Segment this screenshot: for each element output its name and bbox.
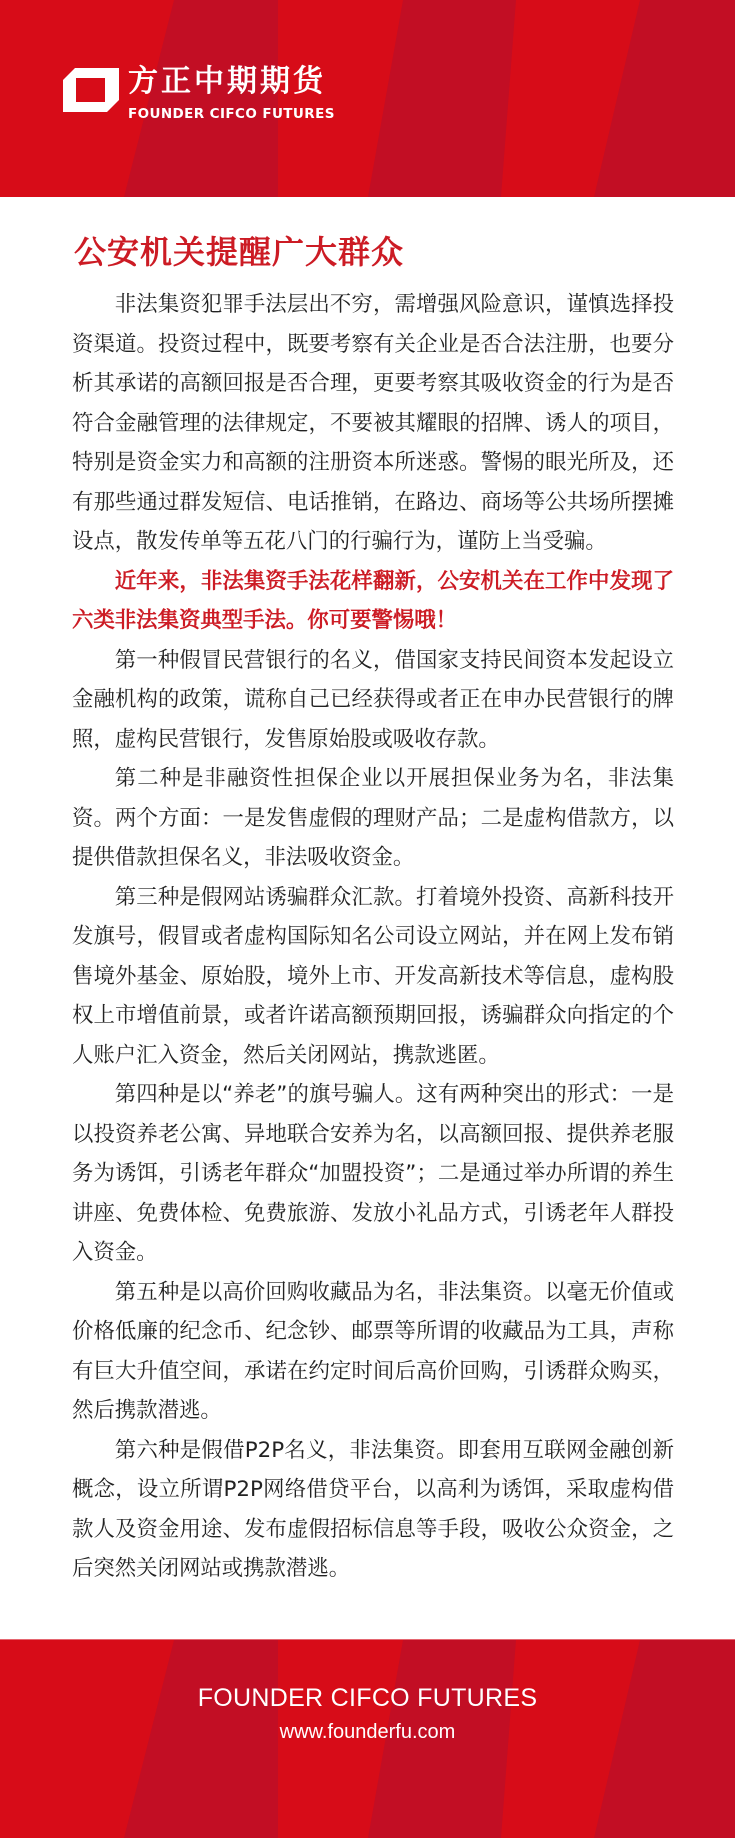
founder-cube-logo-icon [63, 68, 119, 112]
paragraph-highlight-warning: 近年来，非法集资手法花样翻新，公安机关在工作中发现了六类非法集资典型手法。你可要警惕哦！ [72, 568, 674, 633]
footer-banner [0, 1639, 735, 1838]
paragraph-method-3: 第三种是假网站诱骗群众汇款。打着境外投资、高新科技开发旗号，假冒或者虚构国际知名公司设立网站，并在网上发布销售境外基金、原始股，境外上市、开发高新技术等信息，虚构股权上市增值前景，或者许诺高额预期回报，诱骗群众向指定的个人账户汇入资金，然后关闭网站，携款逃匿。 [72, 884, 674, 1068]
company-logo [63, 66, 363, 122]
logo-chinese-name: 方正中期期货 [128, 64, 326, 99]
paragraph-method-6: 第六种是假借P2P名义，非法集资。即套用互联网金融创新概念，设立所谓P2P网络借贷平台，以高利为诱饵，采取虚构借款人及资金用途、发布虚假招标信息等手段，吸收公众资金，之后突然关闭网站或携款潜逃。 [72, 1437, 674, 1581]
paragraph-intro: 非法集资犯罪手法层出不穷，需增强风险意识，谨慎选择投资渠道。投资过程中，既要考察有关企业是否合法注册，也要分析其承诺的高额回报是否合理，更要考察其吸收资金的行为是否符合金融管理的法律规定，不要被其耀眼的招牌、诱人的项目，特别是资金实力和高额的注册资本所迷惑。警惕的眼光所及，还有那些通过群发短信、电话推销，在路边、商场等公共场所摆摊设点，散发传单等五花八门的行骗行为，谨防上当受骗。 [72, 292, 674, 554]
footer-website-link[interactable]: www.founderfu.com [279, 1721, 456, 1743]
page-title: 公安机关提醒广大群众 [74, 233, 405, 271]
logo-english-name: FOUNDER CIFCO FUTURES [128, 106, 335, 122]
paragraph-method-2: 第二种是非融资性担保企业以开展担保业务为名，非法集资。两个方面：一是发售虚假的理财产品；二是虚构借款方，以提供借款担保名义，非法吸收资金。 [72, 766, 674, 870]
paragraph-method-1: 第一种假冒民营银行的名义，借国家支持民间资本发起设立金融机构的政策，谎称自己已经获得或者正在申办民营银行的牌照，虚构民营银行，发售原始股或吸收存款。 [72, 647, 674, 752]
paragraph-method-4: 第四种是以“养老”的旗号骗人。这有两种突出的形式：一是以投资养老公寓、异地联合安养为名，以高额回报、提供养老服务为诱饵，引诱老年群众“加盟投资”；二是通过举办所谓的养生讲座、免费体检、免费旅游、发放小礼品方式，引诱老年人群投入资金。 [72, 1082, 674, 1265]
header-banner [0, 0, 735, 197]
article [72, 231, 674, 1589]
paragraph-method-5: 第五种是以高价回购收藏品为名，非法集资。以毫无价值或价格低廉的纪念币、纪念钞、邮票等所谓的收藏品为工具，声称有巨大升值空间，承诺在约定时间后高价回购，引诱群众购买，然后携款潜逃。 [72, 1279, 674, 1423]
footer-company-name: FOUNDER CIFCO FUTURES [197, 1684, 538, 1712]
